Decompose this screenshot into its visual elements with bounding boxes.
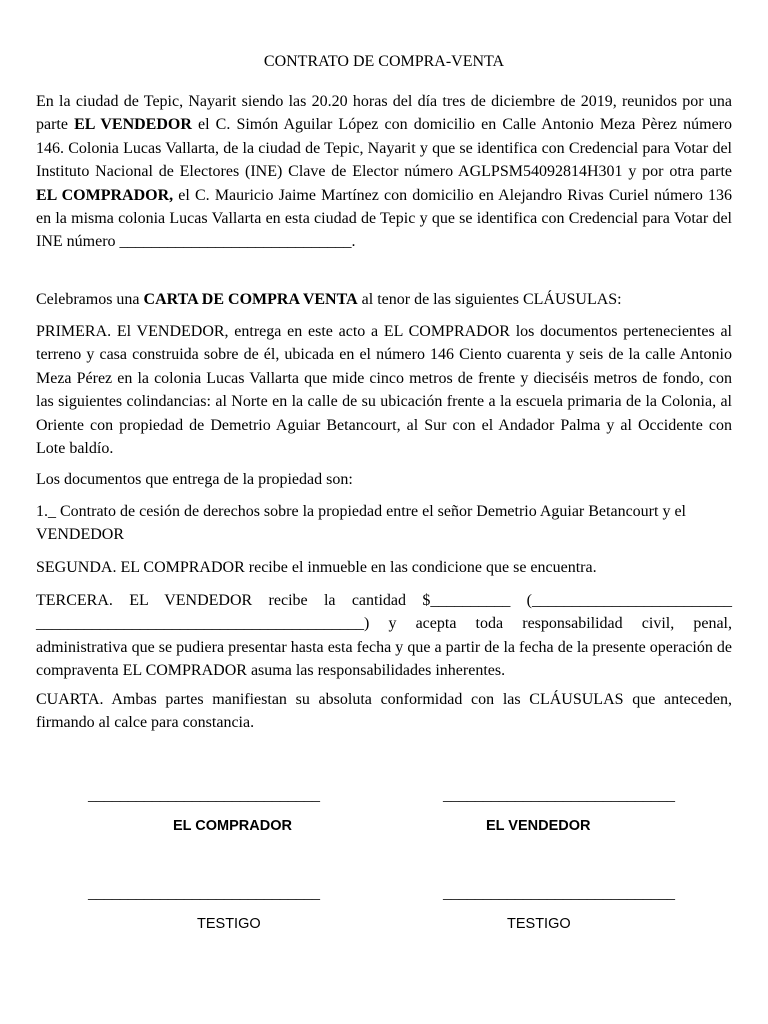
intro-vendedor-bold: EL VENDEDOR <box>74 116 192 134</box>
document-item-1: 1._ Contrato de cesión de derechos sobre la propiedad entre el señor Demetrio Aguiar Betancourt y el VENDEDOR <box>36 503 686 544</box>
clause-primera: PRIMERA. El VENDEDOR, entrega en este acto a EL COMPRADOR los documentos pertenecientes al terreno y casa construida sobre de él, ubicada en el número 146 Ciento cuarenta y seis de la calle Antonio Meza Pérez en la colonia Lucas Vallarta que mide cinco metros de frente y dieciséis metros de fondo, con las siguientes colindancias: al Norte en la calle de su ubicación frente a la escuela primaria de la Colonia, al Oriente con propiedad de Demetrio Aguiar Betancourt, al Sur con el Andador Palma y al Occidente con Lote baldío. <box>36 323 732 458</box>
clause-cuarta: CUARTA. Ambas partes manifiestan su absoluta conformidad con las CLÁUSULAS que anteceden, firmando al calce para constancia. <box>36 691 732 732</box>
label-testigo-left: TESTIGO <box>197 916 261 932</box>
celebramos-bold: CARTA DE COMPRA VENTA <box>143 291 358 308</box>
signature-line-testigo-right: _____________________________ <box>443 885 675 902</box>
label-vendedor: EL VENDEDOR <box>486 818 591 834</box>
celebramos-text-2: al tenor de las siguientes CLÁUSULAS: <box>357 291 622 308</box>
signature-line-vendedor: _____________________________ <box>443 787 675 804</box>
celebramos-text-1: Celebramos una <box>36 291 144 308</box>
signature-line-comprador: _____________________________ <box>88 787 320 804</box>
signature-line-testigo-left: _____________________________ <box>88 885 320 902</box>
label-testigo-right: TESTIGO <box>507 916 571 932</box>
documents-intro: Los documentos que entrega de la propiedad son: <box>36 471 353 488</box>
label-comprador: EL COMPRADOR <box>173 818 292 834</box>
intro-text-1: En la ciudad de Tepic, Nayarit siendo las 20.20 horas del día tres de diciembre de 2019, reunidos por una parte <box>36 93 732 134</box>
intro-text-3: el C. Mauricio Jaime Martínez con domicilio en Alejandro Rivas Curiel número 136 en la misma colonia Lucas Vallarta en esta ciudad de Tepic y que se identifica con Credencial para Votar del INE número _____________________________. <box>36 186 733 251</box>
clause-segunda: SEGUNDA. EL COMPRADOR recibe el inmueble en las condicione que se encuentra. <box>36 559 597 576</box>
intro-paragraph <box>36 90 732 254</box>
intro-comprador-bold: EL COMPRADOR, <box>36 186 174 204</box>
clause-tercera: TERCERA. EL VENDEDOR recibe la cantidad $__________ (_________________________ _________________________________________) y acepta toda responsabilidad civil, penal, administrativa que se pudiera presentar hasta esta fecha y que a partir de la fecha de la presente operación de compraventa EL COMPRADOR asuma las responsabilidades inherentes. <box>36 592 732 680</box>
celebramos-paragraph <box>36 288 732 311</box>
document-title: CONTRATO DE COMPRA-VENTA <box>263 53 505 70</box>
intro-text-2: el C. Simón Aguilar López con domicilio en Calle Antonio Meza Pèrez número 146. Colonia Lucas Vallarta, de la ciudad de Tepic, Nayarit y que se identifica con Credencial para Votar del Instituto Nacional de Electores (INE) Clave de Elector número AGLPSM54092814H301 y por otra parte <box>36 116 732 181</box>
